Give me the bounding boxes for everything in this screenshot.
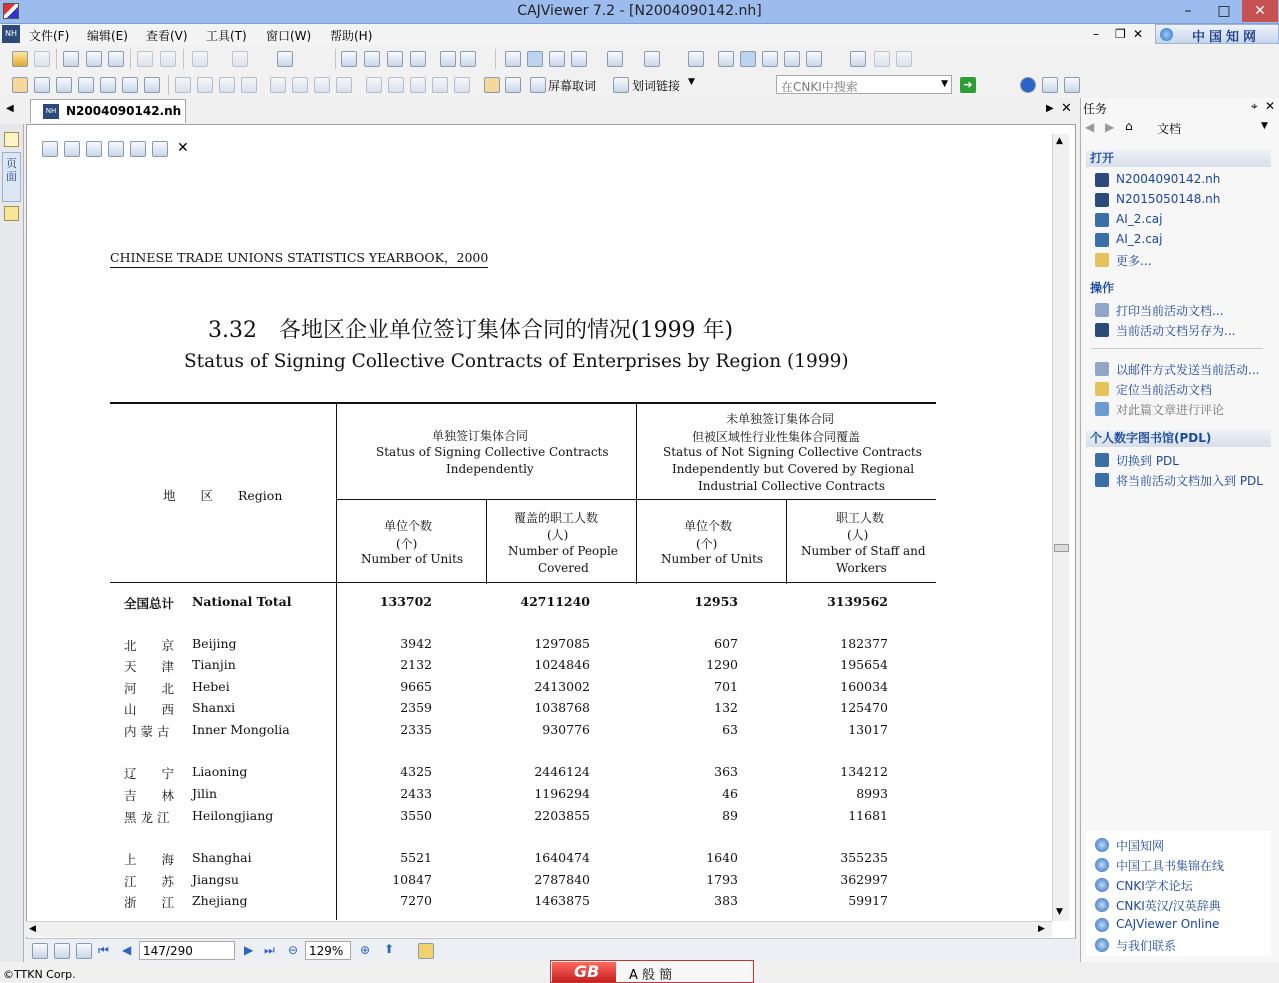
page-print-icon[interactable] bbox=[86, 141, 102, 157]
operation-item[interactable]: 当前活动文档另存为... bbox=[1116, 324, 1236, 338]
cnki-brand[interactable] bbox=[1155, 24, 1279, 44]
table-cell: 11681 bbox=[848, 808, 888, 823]
table-cell: 89 bbox=[722, 808, 738, 823]
tab-label: N2004090142.nh bbox=[66, 104, 182, 118]
highlight-icon[interactable] bbox=[366, 77, 382, 93]
last-page-icon[interactable] bbox=[410, 51, 426, 67]
note-icon[interactable] bbox=[270, 77, 286, 93]
search-go-icon[interactable]: ➜ bbox=[960, 77, 976, 93]
menu-file[interactable]: 文件(F) bbox=[29, 29, 70, 43]
region-name-cn: 黑 龙 江 bbox=[124, 810, 170, 825]
screen-capture-label[interactable]: 屏幕取词 bbox=[548, 79, 597, 93]
region-name-cn: 江 苏 bbox=[124, 874, 175, 889]
table-cell: 2335 bbox=[400, 722, 432, 737]
operation-item[interactable]: 以邮件方式发送当前活动... bbox=[1116, 363, 1260, 377]
operation-item[interactable]: 打印当前活动文档... bbox=[1116, 304, 1224, 318]
section-operations[interactable]: 操作 bbox=[1090, 281, 1115, 295]
region-name-cn: 浙 江 bbox=[124, 895, 175, 910]
region-name-en: National Total bbox=[192, 594, 292, 609]
document-page bbox=[40, 160, 1040, 920]
page-header: CHINESE TRADE UNIONS STATISTICS YEARBOOK，2000 bbox=[110, 248, 488, 268]
vertical-scrollbar[interactable] bbox=[1052, 134, 1069, 921]
section-open[interactable]: 打开 bbox=[1086, 150, 1271, 167]
operation-icon bbox=[1095, 303, 1109, 317]
table-cell: 160034 bbox=[840, 679, 888, 694]
eraser-icon[interactable] bbox=[144, 77, 160, 93]
rectangle-icon[interactable] bbox=[219, 77, 235, 93]
table-cell: 132 bbox=[714, 700, 738, 715]
table-cell: 383 bbox=[714, 893, 738, 908]
single-page-icon[interactable] bbox=[505, 51, 521, 67]
underline-icon[interactable] bbox=[410, 77, 426, 93]
layout-icon[interactable] bbox=[644, 51, 660, 67]
sub4-en2: Workers bbox=[836, 561, 887, 575]
sub2-en2: Covered bbox=[538, 561, 589, 575]
title-bar bbox=[0, 0, 1279, 24]
doc-restore-button[interactable]: ❐ bbox=[1115, 27, 1126, 41]
sub1-en: Number of Units bbox=[361, 552, 464, 566]
search-placeholder: 在CNKI中搜索 bbox=[781, 80, 858, 94]
scroll-right-icon[interactable]: ▶ bbox=[1038, 924, 1045, 934]
task-panel bbox=[1080, 98, 1279, 962]
group1-header-en1: Status of Signing Collective Contracts bbox=[376, 445, 609, 459]
print-icon[interactable] bbox=[63, 51, 79, 67]
undo-gray-icon[interactable] bbox=[874, 51, 890, 67]
web-link-icon bbox=[1095, 918, 1109, 932]
pdl-action-icon bbox=[1095, 453, 1109, 467]
operation-icon bbox=[1095, 382, 1109, 396]
next-page-button[interactable]: ▶ bbox=[244, 943, 254, 957]
panel-close-icon[interactable]: ✕ bbox=[1265, 99, 1276, 113]
word-link-label[interactable]: 划词链接 bbox=[632, 79, 681, 93]
page-scan-icon[interactable] bbox=[108, 141, 124, 157]
scroll-left-icon[interactable]: ◀ bbox=[29, 924, 36, 934]
screen-capture-icon[interactable] bbox=[530, 77, 546, 93]
region-name-en: Hebei bbox=[192, 679, 230, 694]
panel-pin-icon[interactable]: ⌖ bbox=[1251, 99, 1258, 113]
region-name-en: Zhejiang bbox=[192, 893, 248, 908]
sub3-cn: 单位个数 bbox=[684, 519, 733, 533]
side-strip bbox=[0, 124, 24, 962]
back-icon[interactable] bbox=[440, 51, 456, 67]
web-link[interactable]: CNKI英汉/汉英辞典 bbox=[1116, 899, 1221, 913]
tab-document[interactable] bbox=[30, 99, 186, 123]
globe-icon bbox=[1160, 28, 1173, 41]
sub4-cn: 职工人数 bbox=[836, 511, 885, 525]
copyright: ©TTKN Corp. bbox=[3, 968, 76, 981]
first-page-button[interactable]: ⏮ bbox=[98, 943, 109, 957]
sub4-unit: (人) bbox=[847, 528, 869, 542]
open-document-item[interactable]: AI_2.caj bbox=[1116, 212, 1163, 226]
web-link-icon bbox=[1095, 858, 1109, 872]
table-cell: 9665 bbox=[400, 679, 432, 694]
table-cell: 1297085 bbox=[534, 636, 590, 651]
table-cell: 930776 bbox=[542, 722, 590, 737]
page-word-icon[interactable] bbox=[130, 141, 146, 157]
table-cell: 59917 bbox=[848, 893, 888, 908]
zoom-out-icon[interactable] bbox=[784, 51, 800, 67]
panel-forward-icon[interactable]: ▶ bbox=[1105, 120, 1115, 134]
group2-header-cn1: 未单独签订集体合同 bbox=[726, 412, 835, 426]
table-cell: 607 bbox=[714, 636, 738, 651]
forward-icon[interactable] bbox=[460, 51, 476, 67]
print-preview-icon[interactable] bbox=[86, 51, 102, 67]
pdl-action-item[interactable]: 切换到 PDL bbox=[1116, 454, 1179, 468]
panel-view-select[interactable] bbox=[1151, 118, 1271, 137]
panel-home-icon[interactable]: ⌂ bbox=[1125, 119, 1133, 133]
table-cell: 701 bbox=[714, 679, 738, 694]
doc-minimize-button[interactable]: – bbox=[1093, 27, 1099, 41]
close-button[interactable]: ✕ bbox=[1242, 0, 1278, 22]
table-cell: 125470 bbox=[840, 700, 888, 715]
view-single-icon[interactable] bbox=[32, 943, 48, 959]
table-cell: 1024846 bbox=[534, 657, 590, 672]
next-page-icon[interactable] bbox=[387, 51, 403, 67]
table-cell: 13017 bbox=[848, 722, 888, 737]
region-name-en: Heilongjiang bbox=[192, 808, 274, 823]
page-toolbar-close-icon[interactable]: ✕ bbox=[177, 140, 189, 156]
table-title-cn: 3.32 各地区企业单位签订集体合同的情况(1999 年) bbox=[208, 318, 734, 343]
table-cell: 2446124 bbox=[534, 764, 590, 779]
table-cell: 3139562 bbox=[827, 594, 888, 609]
fit-width-icon[interactable] bbox=[740, 51, 756, 67]
zoom-in-button[interactable]: ⊕ bbox=[360, 943, 371, 957]
menu-help[interactable]: 帮助(H) bbox=[330, 29, 373, 43]
operation-item[interactable]: 定位当前活动文档 bbox=[1116, 383, 1213, 397]
brand-label: 中国知网 bbox=[1192, 30, 1261, 45]
chevron-down-icon[interactable]: ▼ bbox=[688, 77, 695, 87]
side-tab-label: 页面 bbox=[6, 157, 17, 183]
region-name-en: Liaoning bbox=[192, 764, 248, 779]
region-name-en: Shanghai bbox=[192, 850, 252, 865]
table-cell: 195654 bbox=[840, 657, 888, 672]
zoom-value: 129% bbox=[309, 944, 344, 958]
menu-bar bbox=[0, 24, 1279, 46]
first-page-icon[interactable] bbox=[341, 51, 357, 67]
sub2-en1: Number of People bbox=[508, 544, 618, 558]
table-cell: 2433 bbox=[400, 786, 432, 801]
horizontal-scrollbar[interactable] bbox=[26, 921, 1052, 937]
open-document-item[interactable]: N2015050148.nh bbox=[1116, 192, 1221, 206]
menu-tools[interactable]: 工具(T) bbox=[206, 29, 247, 43]
region-name-en: Jilin bbox=[192, 786, 218, 801]
tab-close-icon[interactable]: ✕ bbox=[1061, 101, 1072, 116]
operation-icon bbox=[1095, 402, 1109, 416]
operation-item[interactable]: 对此篇文章进行评论 bbox=[1116, 403, 1225, 417]
table-cell: 134212 bbox=[840, 764, 888, 779]
table-cell: 355235 bbox=[840, 850, 888, 865]
region-name-en: Jiangsu bbox=[192, 872, 239, 887]
rotate-icon[interactable] bbox=[607, 51, 623, 67]
table-title-en: Status of Signing Collective Contracts of Enterprises by Region (1999) bbox=[184, 351, 849, 372]
table-cell: 2132 bbox=[400, 657, 432, 672]
group2-header-cn2: 但被区域性行业性集体合同覆盖 bbox=[692, 430, 861, 444]
zoom-out-button[interactable]: ⊖ bbox=[288, 943, 299, 957]
group2-header-en2: Independently but Covered by Regional bbox=[672, 462, 915, 476]
table-cell: 1640474 bbox=[534, 850, 590, 865]
region-name-en: Beijing bbox=[192, 636, 237, 651]
region-name-cn: 上 海 bbox=[124, 852, 175, 867]
nh-doc-icon[interactable]: NH bbox=[2, 25, 20, 43]
window-title: CAJViewer 7.2 - [N2004090142.nh] bbox=[517, 3, 762, 19]
web-link[interactable]: CNKI学术论坛 bbox=[1116, 879, 1193, 893]
ime-options: A 般 簡 bbox=[629, 968, 673, 983]
open-document-icon bbox=[1095, 173, 1109, 187]
open-document-icon bbox=[1095, 213, 1109, 227]
region-name-en: Tianjin bbox=[192, 657, 236, 672]
sub1-cn: 单位个数 bbox=[384, 519, 433, 533]
continuous-facing-icon[interactable] bbox=[571, 51, 587, 67]
table-cell: 4325 bbox=[400, 764, 432, 779]
tab-scroll-right-icon[interactable]: ▶ bbox=[1046, 103, 1054, 114]
table-cell: 3550 bbox=[400, 808, 432, 823]
properties-icon[interactable] bbox=[277, 51, 293, 67]
group2-header-en3: Industrial Collective Contracts bbox=[698, 479, 886, 493]
translate-icon[interactable] bbox=[505, 77, 521, 93]
web-link-icon bbox=[1095, 838, 1109, 852]
tab-scroll-left-icon[interactable]: ◀ bbox=[6, 103, 14, 114]
page-number-value: 147/290 bbox=[143, 944, 193, 958]
web-link[interactable]: 中国知网 bbox=[1116, 839, 1165, 853]
region-name-en: Inner Mongolia bbox=[192, 722, 290, 737]
ime-logo-icon bbox=[552, 962, 616, 982]
bookmark-icon[interactable] bbox=[454, 77, 470, 93]
table-cell: 1038768 bbox=[534, 700, 590, 715]
doc-close-button[interactable]: ✕ bbox=[1133, 27, 1144, 41]
region-name-cn: 全国总计 bbox=[124, 596, 175, 611]
toolbar-tools bbox=[0, 72, 1279, 98]
group1-header-en2: Independently bbox=[446, 462, 534, 476]
paste-icon[interactable] bbox=[160, 51, 176, 67]
undo-icon[interactable] bbox=[192, 51, 208, 67]
annotate-icon[interactable] bbox=[4, 206, 19, 221]
capture-toggle-icon[interactable] bbox=[484, 77, 500, 93]
chevron-down-icon[interactable]: ▼ bbox=[1261, 121, 1268, 131]
search-dropdown-icon[interactable]: ▼ bbox=[941, 79, 948, 89]
ime-bar[interactable] bbox=[550, 960, 754, 983]
open-document-item[interactable]: 更多... bbox=[1116, 254, 1152, 268]
open-document-icon bbox=[1095, 193, 1109, 207]
status-bar bbox=[26, 938, 1076, 962]
table-cell: 10847 bbox=[392, 872, 432, 887]
table-cell: 2787840 bbox=[534, 872, 590, 887]
image-select-icon[interactable] bbox=[78, 77, 94, 93]
fullscreen-icon[interactable] bbox=[688, 51, 704, 67]
last-page-button[interactable]: ⏭ bbox=[264, 943, 275, 957]
sub2-cn: 覆盖的职工人数 bbox=[514, 511, 599, 525]
copy-icon[interactable] bbox=[137, 51, 153, 67]
region-name-cn: 辽 宁 bbox=[124, 766, 175, 781]
text-select-icon[interactable] bbox=[56, 77, 72, 93]
operation-icon bbox=[1095, 362, 1109, 376]
maximize-button[interactable]: □ bbox=[1217, 3, 1231, 19]
table-cell: 362997 bbox=[840, 872, 888, 887]
snapshot-icon[interactable] bbox=[122, 77, 138, 93]
col-region-header: 地 区 Region bbox=[163, 488, 283, 503]
open-document-icon bbox=[1095, 253, 1109, 267]
lock-icon[interactable] bbox=[418, 943, 434, 959]
sub1-unit: (个) bbox=[396, 537, 418, 551]
about-icon[interactable] bbox=[1042, 77, 1058, 93]
page-number-input[interactable] bbox=[139, 941, 235, 960]
notes-icon[interactable] bbox=[4, 132, 19, 147]
continuous-icon[interactable] bbox=[527, 51, 543, 67]
minimize-button[interactable]: – bbox=[1184, 3, 1192, 19]
scroll-down-icon[interactable]: ▼ bbox=[1056, 907, 1063, 917]
panel-title: 任务 bbox=[1083, 102, 1108, 116]
strike-icon[interactable] bbox=[388, 77, 404, 93]
region-name-cn: 北 京 bbox=[124, 638, 175, 653]
web-link-icon bbox=[1095, 898, 1109, 912]
prev-page-button[interactable]: ◀ bbox=[122, 943, 132, 957]
fit-page-icon[interactable] bbox=[718, 51, 734, 67]
open-document-item[interactable]: N2004090142.nh bbox=[1116, 172, 1221, 186]
section-pdl[interactable]: 个人数字图书馆(PDL) bbox=[1086, 430, 1271, 447]
region-name-en: Shanxi bbox=[192, 700, 236, 715]
sub3-en: Number of Units bbox=[661, 552, 764, 566]
group1-header-cn: 单独签订集体合同 bbox=[432, 429, 529, 443]
region-name-cn: 天 津 bbox=[124, 659, 175, 674]
sub4-en1: Number of Staff and bbox=[801, 544, 926, 558]
menu-window[interactable]: 窗口(W) bbox=[266, 29, 312, 43]
facing-icon[interactable] bbox=[549, 51, 565, 67]
actual-size-icon[interactable] bbox=[762, 51, 778, 67]
pdl-action-item[interactable]: 将当前活动文档加入到 PDL bbox=[1116, 474, 1263, 488]
region-name-cn: 内 蒙 古 bbox=[124, 724, 170, 739]
table-cell: 133702 bbox=[379, 594, 432, 609]
table-cell: 46 bbox=[722, 786, 738, 801]
nh-doc-icon: NH bbox=[43, 104, 59, 119]
region-name-cn: 河 北 bbox=[124, 681, 175, 696]
web-link-icon bbox=[1095, 938, 1109, 952]
stamp-icon[interactable] bbox=[292, 77, 308, 93]
table-cell: 1290 bbox=[706, 657, 738, 672]
table-cell: 2359 bbox=[400, 700, 432, 715]
links-box bbox=[1086, 831, 1271, 956]
zoom-input[interactable] bbox=[305, 941, 351, 960]
region-name-cn: 吉 林 bbox=[124, 788, 175, 803]
toolbar-main bbox=[0, 46, 1279, 72]
ocr-icon[interactable] bbox=[100, 77, 116, 93]
prev-page-icon[interactable] bbox=[364, 51, 380, 67]
table-cell: 2203855 bbox=[534, 808, 590, 823]
table-cell: 1793 bbox=[706, 872, 738, 887]
table-cell: 12953 bbox=[694, 594, 738, 609]
sub2-unit: (人) bbox=[547, 528, 569, 542]
scan-icon[interactable] bbox=[108, 51, 124, 67]
save-icon[interactable] bbox=[34, 51, 50, 67]
view-double-icon[interactable] bbox=[76, 943, 92, 959]
line-icon[interactable] bbox=[175, 77, 191, 93]
table-cell: 5521 bbox=[400, 850, 432, 865]
sub3-unit: (个) bbox=[696, 537, 718, 551]
redo-gray-icon[interactable] bbox=[896, 51, 912, 67]
cnki-search-input[interactable] bbox=[776, 75, 952, 94]
table-cell: 363 bbox=[714, 764, 738, 779]
table-cell: 1196294 bbox=[534, 786, 590, 801]
word-link-icon[interactable] bbox=[613, 77, 629, 93]
table-cell: 8993 bbox=[856, 786, 888, 801]
select-tool-icon[interactable] bbox=[34, 77, 50, 93]
menu-view[interactable]: 查看(V) bbox=[146, 29, 188, 43]
page-copy-icon[interactable] bbox=[64, 141, 80, 157]
info-icon[interactable] bbox=[1064, 77, 1080, 93]
pdl-action-icon bbox=[1095, 473, 1109, 487]
table-cell: 42711240 bbox=[520, 594, 590, 609]
operation-icon bbox=[1095, 323, 1109, 337]
scroll-thumb[interactable] bbox=[1054, 544, 1069, 552]
menu-edit[interactable]: 编辑(E) bbox=[87, 29, 128, 43]
web-link[interactable]: CAJViewer Online bbox=[1116, 917, 1220, 931]
panel-view-value: 文档 bbox=[1157, 122, 1182, 136]
web-link-icon bbox=[1095, 878, 1109, 892]
side-tab-pages[interactable] bbox=[2, 152, 21, 202]
page-save-icon[interactable] bbox=[42, 141, 58, 157]
open-document-icon bbox=[1095, 233, 1109, 247]
table-cell: 182377 bbox=[840, 636, 888, 651]
open-icon[interactable] bbox=[12, 51, 28, 67]
table-cell: 1463875 bbox=[534, 893, 590, 908]
web-link[interactable]: 与我们联系 bbox=[1116, 939, 1177, 953]
page-edit-icon[interactable] bbox=[152, 141, 168, 157]
region-name-cn: 山 西 bbox=[124, 702, 175, 717]
table-cell: 3942 bbox=[400, 636, 432, 651]
table-cell: 7270 bbox=[400, 893, 432, 908]
attach-icon[interactable] bbox=[314, 77, 330, 93]
anchor-icon[interactable] bbox=[432, 77, 448, 93]
table-cell: 63 bbox=[722, 722, 738, 737]
web-link[interactable]: 中国工具书集锦在线 bbox=[1116, 859, 1225, 873]
find-icon[interactable] bbox=[850, 51, 866, 67]
panel-back-icon[interactable]: ◀ bbox=[1085, 120, 1095, 134]
sound-icon[interactable] bbox=[336, 77, 352, 93]
ellipse-icon[interactable] bbox=[241, 77, 257, 93]
view-thumb-icon[interactable] bbox=[54, 943, 70, 959]
help-icon[interactable] bbox=[1020, 77, 1036, 93]
table-cell: 2413002 bbox=[534, 679, 590, 694]
redo-icon[interactable] bbox=[232, 51, 248, 67]
open-document-item[interactable]: AI_2.caj bbox=[1116, 232, 1163, 246]
up-arrow-icon[interactable]: ⬆ bbox=[384, 942, 395, 956]
zoom-in-icon[interactable] bbox=[806, 51, 822, 67]
group2-header-en1: Status of Not Signing Collective Contracts bbox=[663, 445, 922, 459]
pencil-icon[interactable] bbox=[197, 77, 213, 93]
hand-tool-icon[interactable] bbox=[12, 77, 28, 93]
scroll-up-icon[interactable]: ▲ bbox=[1056, 136, 1063, 146]
ime-mode-label: GB bbox=[574, 962, 600, 981]
page-toolbar bbox=[40, 140, 195, 160]
table-cell: 1640 bbox=[706, 850, 738, 865]
